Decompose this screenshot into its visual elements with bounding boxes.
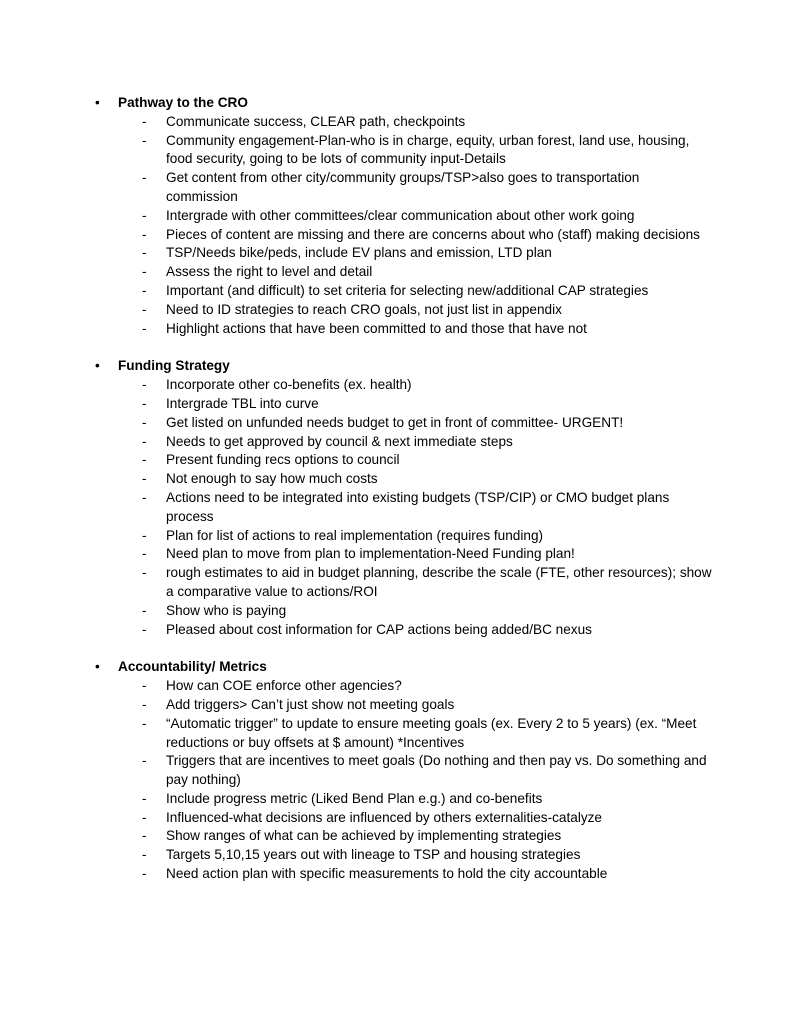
list-item-text: Plan for list of actions to real implementation (requires funding) <box>166 527 544 543</box>
section-items <box>142 113 714 339</box>
list-item-text: Need to ID strategies to reach CRO goals, not just list in appendix <box>166 301 562 317</box>
list-item <box>142 865 714 884</box>
list-item <box>142 395 714 414</box>
list-item <box>142 414 714 433</box>
list-item-text: How can COE enforce other agencies? <box>166 678 402 694</box>
dash-marker: - <box>142 489 147 505</box>
list-item <box>142 207 714 226</box>
list-item <box>142 169 714 207</box>
dash-marker: - <box>142 546 147 562</box>
list-item <box>142 564 714 602</box>
list-item <box>142 113 714 132</box>
section-heading-row <box>95 94 714 113</box>
dash-marker: - <box>142 866 147 882</box>
list-item <box>142 809 714 828</box>
dash-marker: - <box>142 471 147 487</box>
dash-marker: - <box>142 414 147 430</box>
dash-marker: - <box>142 809 147 825</box>
dash-marker: - <box>142 847 147 863</box>
list-item <box>142 696 714 715</box>
dash-marker: - <box>142 678 147 694</box>
dash-marker: - <box>142 320 147 336</box>
list-item-text: Not enough to say how much costs <box>166 471 378 487</box>
list-item <box>142 489 714 527</box>
list-item <box>142 132 714 170</box>
list-item <box>142 752 714 790</box>
dash-marker: - <box>142 132 147 148</box>
list-item <box>142 677 714 696</box>
list-item-text: Communicate success, CLEAR path, checkpoints <box>166 113 466 129</box>
dash-marker: - <box>142 113 147 129</box>
list-item-text: Show ranges of what can be achieved by implementing strategies <box>166 828 562 844</box>
bullet-marker: • <box>95 358 100 374</box>
dash-marker: - <box>142 715 147 731</box>
list-item <box>142 470 714 489</box>
section-funding-strategy <box>95 357 714 639</box>
section-heading: Pathway to the CRO <box>118 95 248 110</box>
dash-marker: - <box>142 395 147 411</box>
dash-marker: - <box>142 452 147 468</box>
list-item-text: Actions need to be integrated into existing budgets (TSP/CIP) or CMO budget plans process <box>166 489 670 524</box>
bullet-marker: • <box>95 659 100 675</box>
list-item <box>142 602 714 621</box>
list-item <box>142 433 714 452</box>
dash-marker: - <box>142 527 147 543</box>
dash-marker: - <box>142 301 147 317</box>
section-accountability-metrics <box>95 658 714 884</box>
list-item <box>142 244 714 263</box>
dash-marker: - <box>142 245 147 261</box>
list-item <box>142 226 714 245</box>
section-heading: Accountability/ Metrics <box>118 659 267 675</box>
list-item-text: Include progress metric (Liked Bend Plan e.g.) and co-benefits <box>166 790 543 806</box>
dash-marker: - <box>142 264 147 280</box>
section-items <box>142 376 714 639</box>
list-item <box>142 263 714 282</box>
list-item <box>142 715 714 753</box>
section-heading-row <box>95 357 714 376</box>
dash-marker: - <box>142 282 147 298</box>
list-item-text: “Automatic trigger” to update to ensure meeting goals (ex. Every 2 to 5 years) (ex. “Meet reductions or buy offsets at $ amount) *Incentives <box>166 715 697 750</box>
list-item <box>142 301 714 320</box>
dash-marker: - <box>142 602 147 618</box>
list-item-text: Influenced-what decisions are influenced by others externalities-catalyze <box>166 809 602 825</box>
section-pathway-to-the-cro <box>95 94 714 338</box>
dash-marker: - <box>142 696 147 712</box>
list-item <box>142 846 714 865</box>
list-item-text: Get listed on unfunded needs budget to get in front of committee- URGENT! <box>166 414 624 430</box>
list-item-text: Needs to get approved by council & next immediate steps <box>166 433 513 449</box>
list-item <box>142 527 714 546</box>
list-item-text: Intergrade TBL into curve <box>166 395 319 411</box>
section-items <box>142 677 714 884</box>
list-item-text: Important (and difficult) to set criteria for selecting new/additional CAP strategies <box>166 282 649 298</box>
list-item <box>142 790 714 809</box>
dash-marker: - <box>142 207 147 223</box>
list-item-text: Need plan to move from plan to implementation-Need Funding plan! <box>166 546 575 562</box>
list-item <box>142 320 714 339</box>
list-item-text: Incorporate other co-benefits (ex. health) <box>166 377 412 393</box>
dash-marker: - <box>142 753 147 769</box>
section-heading: Funding Strategy <box>118 358 230 374</box>
list-item-text: Pieces of content are missing and there are concerns about who (staff) making decisions <box>166 226 700 242</box>
list-item-text: Community engagement-Plan-who is in charge, equity, urban forest, land use, housing, food security, going to be lots of community input-Details <box>166 132 690 167</box>
section-heading-row <box>95 658 714 677</box>
list-item-text: Targets 5,10,15 years out with lineage to TSP and housing strategies <box>166 847 581 863</box>
list-item <box>142 621 714 640</box>
list-item <box>142 376 714 395</box>
list-item <box>142 282 714 301</box>
list-item-text: Add triggers> Can’t just show not meeting goals <box>166 696 455 712</box>
list-item-text: TSP/Needs bike/peds, include EV plans and emission, LTD plan <box>166 245 552 261</box>
list-item-text: Present funding recs options to council <box>166 452 400 468</box>
list-item <box>142 451 714 470</box>
bullet-marker: • <box>95 95 100 110</box>
dash-marker: - <box>142 377 147 393</box>
dash-marker: - <box>142 170 147 186</box>
list-item-text: Triggers that are incentives to meet goals (Do nothing and then pay vs. Do something and pay nothing) <box>166 753 707 788</box>
list-item <box>142 545 714 564</box>
dash-marker: - <box>142 621 147 637</box>
dash-marker: - <box>142 790 147 806</box>
list-item-text: Show who is paying <box>166 602 287 618</box>
list-item-text: Assess the right to level and detail <box>166 264 373 280</box>
dash-marker: - <box>142 226 147 242</box>
list-item-text: Intergrade with other committees/clear communication about other work going <box>166 207 635 223</box>
list-item-text: Need action plan with specific measurements to hold the city accountable <box>166 866 608 882</box>
dash-marker: - <box>142 433 147 449</box>
list-item <box>142 827 714 846</box>
list-item-text: Highlight actions that have been committed to and those that have not <box>166 320 587 336</box>
dash-marker: - <box>142 828 147 844</box>
list-item-text: rough estimates to aid in budget planning, describe the scale (FTE, other resources); show a comparative value to actions/ROI <box>166 565 712 599</box>
list-item-text: Pleased about cost information for CAP actions being added/BC nexus <box>166 621 592 637</box>
list-item-text: Get content from other city/community groups/TSP>also goes to transportation commission <box>166 170 640 204</box>
dash-marker: - <box>142 565 147 581</box>
